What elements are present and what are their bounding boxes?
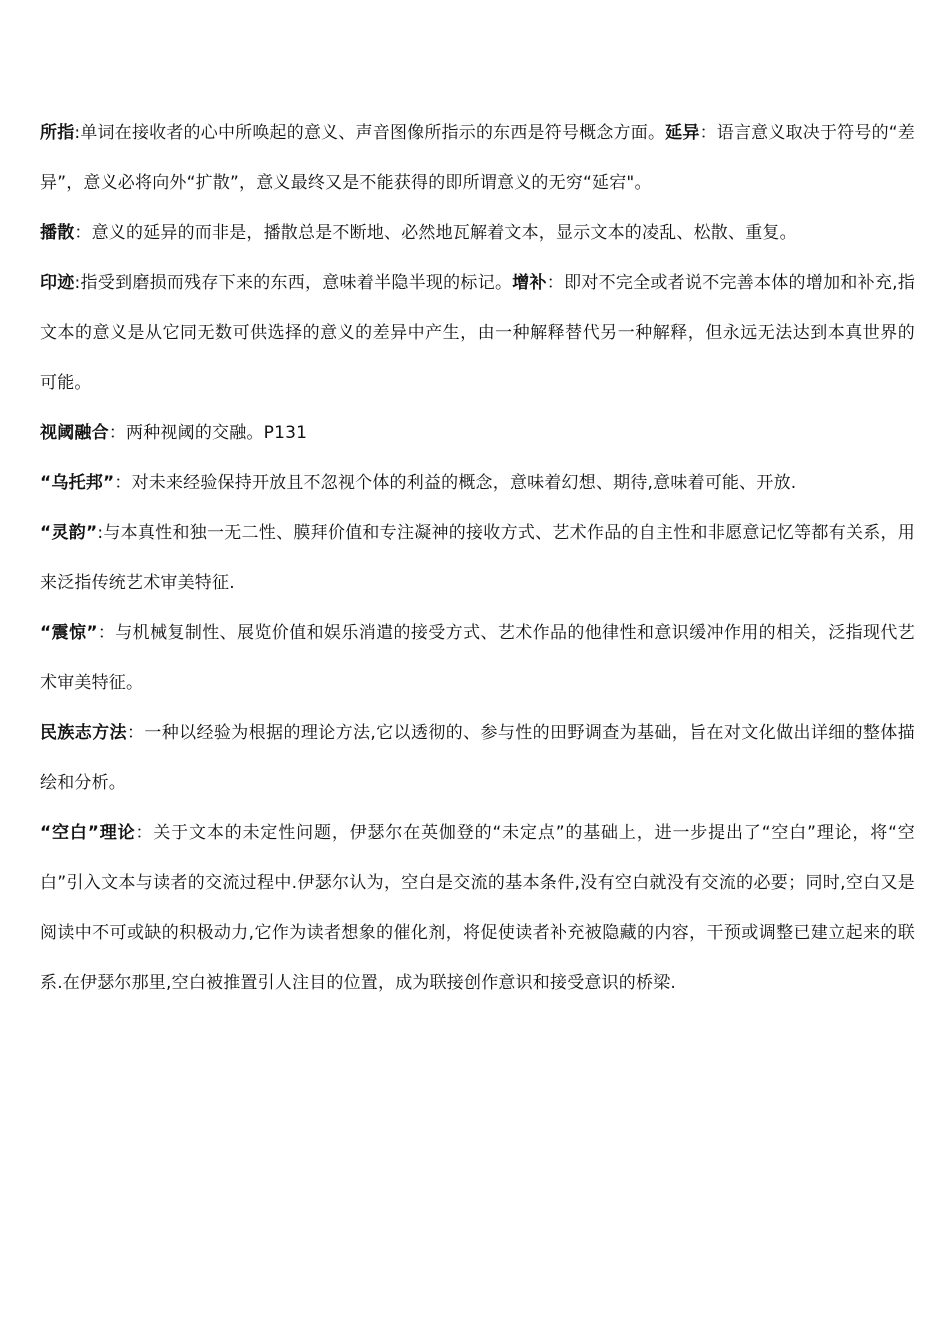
- entry-minzuzhi: [40, 708, 915, 808]
- definition-yanyi: 语言意义取决于符号的“差异”，意义必将向外“扩散”，意义最终又是不能获得的即所谓意义的无穷“延宕"。: [40, 123, 915, 193]
- term-suozhi: 所指: [40, 123, 75, 143]
- separator: :: [74, 273, 81, 293]
- separator: ：: [108, 423, 127, 443]
- term-zhenjing: “震惊”: [40, 623, 98, 643]
- term-lingyun: “灵韵”: [40, 523, 98, 543]
- definition-wutuobang: 对未来经验保持开放且不忽视个体的利益的概念，意味着幻想、期待,意味着可能、开放.: [131, 473, 797, 493]
- term-yanyi: 延异: [665, 123, 700, 143]
- definition-suozhi: 单词在接收者的心中所唤起的意义、声音图像所指示的东西是符号概念方面。: [80, 123, 666, 143]
- entry-zhenjing: [40, 608, 915, 708]
- entry-lingyun: [40, 508, 915, 608]
- term-zengbu: 增补: [512, 273, 547, 293]
- separator: ：: [699, 123, 717, 143]
- entry-wutuobang: [40, 458, 915, 508]
- separator: ：: [114, 473, 132, 493]
- term-shiyu-ronghe: 视阈融合: [40, 423, 109, 443]
- definition-zengbu: 即对不完全或者说不完善本体的增加和补充,指文本的意义是从它同无数可供选择的意义的差异中产生，由一种解释替代另一种解释，但永远无法达到本真世界的可能。: [40, 273, 916, 393]
- term-bosan: 播散: [40, 223, 75, 243]
- separator: :: [97, 523, 104, 543]
- separator: ：: [74, 223, 92, 243]
- entry-shiyu-ronghe: [40, 408, 915, 458]
- separator: ：: [97, 623, 116, 643]
- document-page: [40, 108, 915, 1008]
- entry-kongbai: [40, 808, 915, 1008]
- entry-bosan: [40, 208, 915, 258]
- definition-lingyun: 与本真性和独一无二性、膜拜价值和专注凝神的接收方式、艺术作品的自主性和非愿意记忆等都有关系，用来泛指传统艺术审美特征.: [40, 523, 915, 593]
- definition-kongbai: 关于文本的未定性问题，伊瑟尔在英伽登的“未定点”的基础上，进一步提出了“空白”理论，将“空白”引入文本与读者的交流过程中.伊瑟尔认为，空白是交流的基本条件,没有空白就没有交流的必要；同时,空白又是阅读中不可或缺的积极动力,它作为读者想象的催化剂，将促使读者补充被隐藏的内容，干预或调整已建立起来的联系.在伊瑟尔那里,空白被推置引人注目的位置，成为联接创作意识和接受意识的桥梁.: [40, 823, 915, 993]
- term-kongbai: “空白”理论: [40, 823, 136, 843]
- entry-suozhi: [40, 108, 915, 208]
- separator: ：: [135, 823, 154, 843]
- definition-yinji: 指受到磨损而残存下来的东西，意味着半隐半现的标记。: [80, 273, 513, 293]
- entry-yinji: [40, 258, 915, 408]
- definition-shiyu-ronghe: 两种视阈的交融。P131: [126, 423, 308, 443]
- definition-zhenjing: 与机械复制性、展览价值和娱乐消遣的接受方式、艺术作品的他律性和意识缓冲作用的相关，泛指现代艺术审美特征。: [40, 623, 915, 693]
- term-minzuzhi: 民族志方法: [40, 723, 127, 743]
- separator: ：: [126, 723, 145, 743]
- separator: ：: [546, 273, 565, 293]
- separator: :: [74, 123, 81, 143]
- definition-minzuzhi: 一种以经验为根据的理论方法,它以透彻的、参与性的田野调查为基础，旨在对文化做出详细的整体描绘和分析。: [40, 723, 916, 793]
- term-yinji: 印迹: [40, 273, 75, 293]
- definition-bosan: 意义的延异的而非是，播散总是不断地、必然地瓦解着文本，显示文本的凌乱、松散、重复。: [91, 223, 797, 243]
- term-wutuobang: “乌托邦”: [40, 473, 115, 493]
